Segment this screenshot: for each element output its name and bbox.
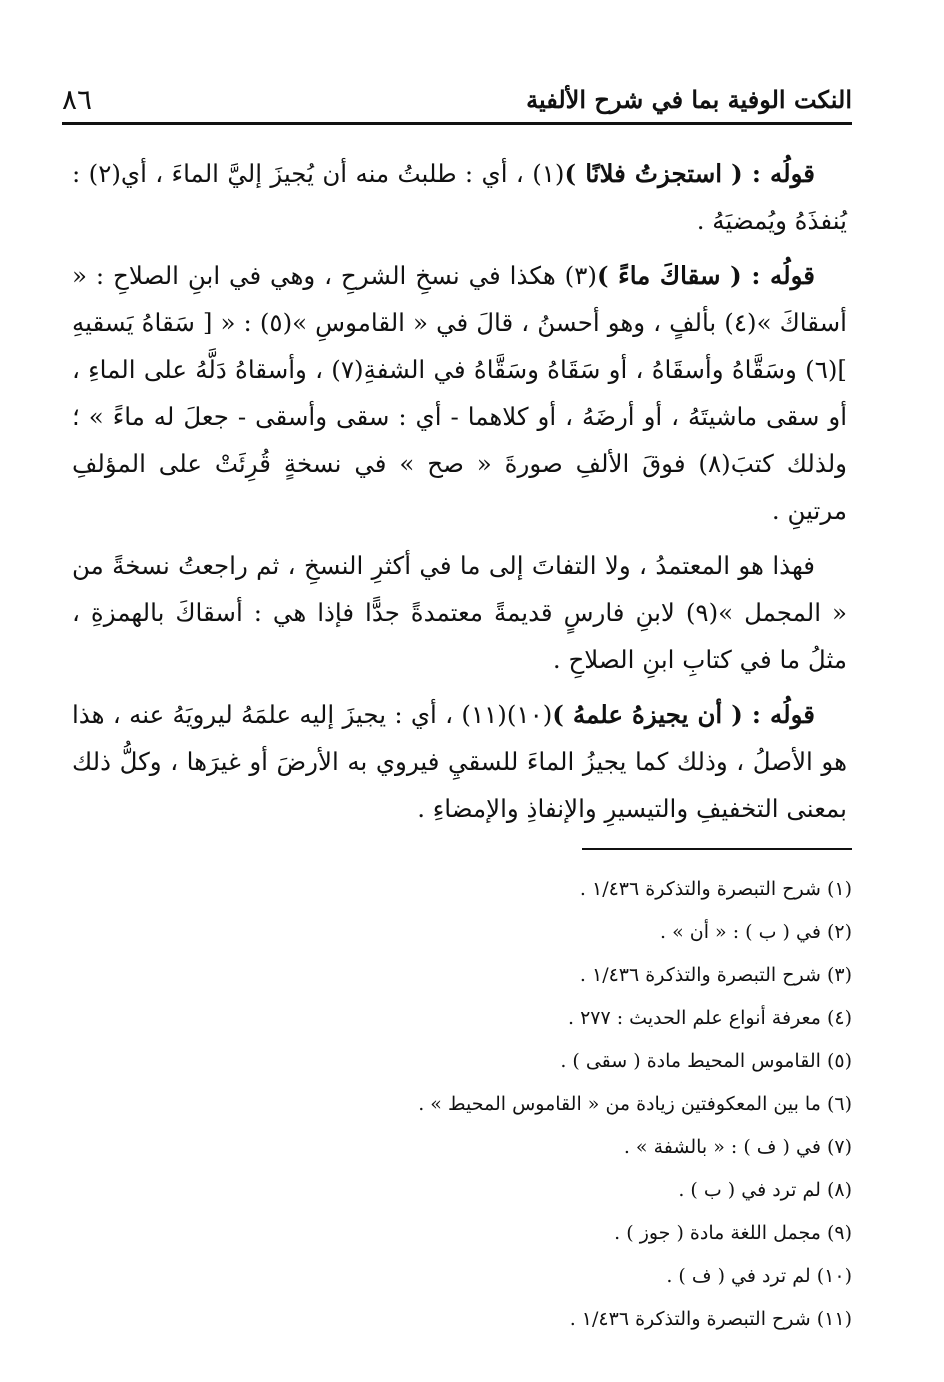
footnote-4: (٤) معرفة أنواع علم الحديث : ٢٧٧ . [567,1007,852,1029]
paragraph-text: فهذا هو المعتمدُ ، ولا التفاتَ إلى ما في أكثرِ النسخِ ، ثم راجعتُ نسخةً من « المجمل »(٩) لابنِ فارسٍ قديمةً معتمدةً جدًّا فإذا هي : أسقاكَ بالهمزةِ ، مثلُ ما في كتابِ ابنِ الصلاحِ . [72,551,848,674]
paragraph-1 [72,150,847,244]
header-rule [62,122,852,125]
footnote-7: (٧) في ( ف ) : « بالشفة » . [623,1136,852,1158]
paragraph-text: (١) ، أي : طلبتُ منه أن يُجيزَ إليَّ الماءَ ، أي(٢) : يُنفذَهُ ويُمضيَهُ . [72,159,847,235]
main-text [72,150,847,840]
page-header [62,78,852,120]
paragraph-3 [72,542,847,683]
paragraph-lead: قولُه : ( استجزتُ فلانًا ) [564,159,815,188]
paragraph-text: (١٠)(١١) ، أي : يجيزَ إليه علمَهُ ليرويَهُ عنه ، هذا هو الأصلُ ، وذلك كما يجيزُ الماءَ للسقيِ فيروي به الأرضَ أو غيرَها ، وكلُّ ذلك بمعنى التخفيفِ والتيسيرِ والإنفاذِ والإمضاءِ . [72,700,847,823]
footnote-5: (٥) القاموس المحيط مادة ( سقى ) . [560,1050,852,1072]
paragraph-text: (٣) هكذا في نسخِ الشرحِ ، وهي في ابنِ الصلاحِ : « أسقاكَ »(٤) بألفٍ ، وهو أحسنُ ، قالَ في « القاموسِ »(٥) : « [ سَقاهُ يَسقيهِ ](٦) وسَقَّاهُ وأسقَاهُ ، أو سَقَاهُ وسَقَّاهُ في الشفةِ(٧) ، وأسقاهُ دَلَّهُ على الماءِ ، أو سقى ماشيتَهُ ، أو أرضَهُ ، أو كلاهما - أي : سقى وأسقى - جعلَ له ماءً » ؛ ولذلك كتبَ(٨) فوقَ الألفِ صورةَ « صح » في نسخةٍ قُرِئَتْ على المؤلفِ مرتينِ . [72,261,848,525]
running-title: النكت الوفية بما في شرح الألفية [526,85,852,114]
footnote-1: (١) شرح التبصرة والتذكرة ١/٤٣٦ . [579,878,852,900]
page-number: ٨٦ [62,83,93,116]
footnotes [72,868,852,1341]
footnote-10: (١٠) لم ترد في ( ف ) . [666,1265,852,1287]
paragraph-4 [72,691,847,832]
footnote-6: (٦) ما بين المعكوفتين زيادة من « القاموس المحيط » . [418,1093,852,1115]
footnote-2: (٢) في ( ب ) : « أن » . [660,921,852,943]
paragraph-lead: قولُه : ( أن يجيزهُ علمهُ ) [552,700,815,729]
paragraph-2 [72,252,847,534]
footnote-divider [582,848,852,850]
footnote-8: (٨) لم ترد في ( ب ) . [678,1179,852,1201]
paragraph-lead: قولُه : ( سقاكَ ماءً ) [596,261,815,290]
footnote-3: (٣) شرح التبصرة والتذكرة ١/٤٣٦ . [579,964,852,986]
footnote-11: (١١) شرح التبصرة والتذكرة ١/٤٣٦ . [569,1308,852,1330]
footnote-9: (٩) مجمل اللغة مادة ( جوز ) . [614,1222,852,1244]
